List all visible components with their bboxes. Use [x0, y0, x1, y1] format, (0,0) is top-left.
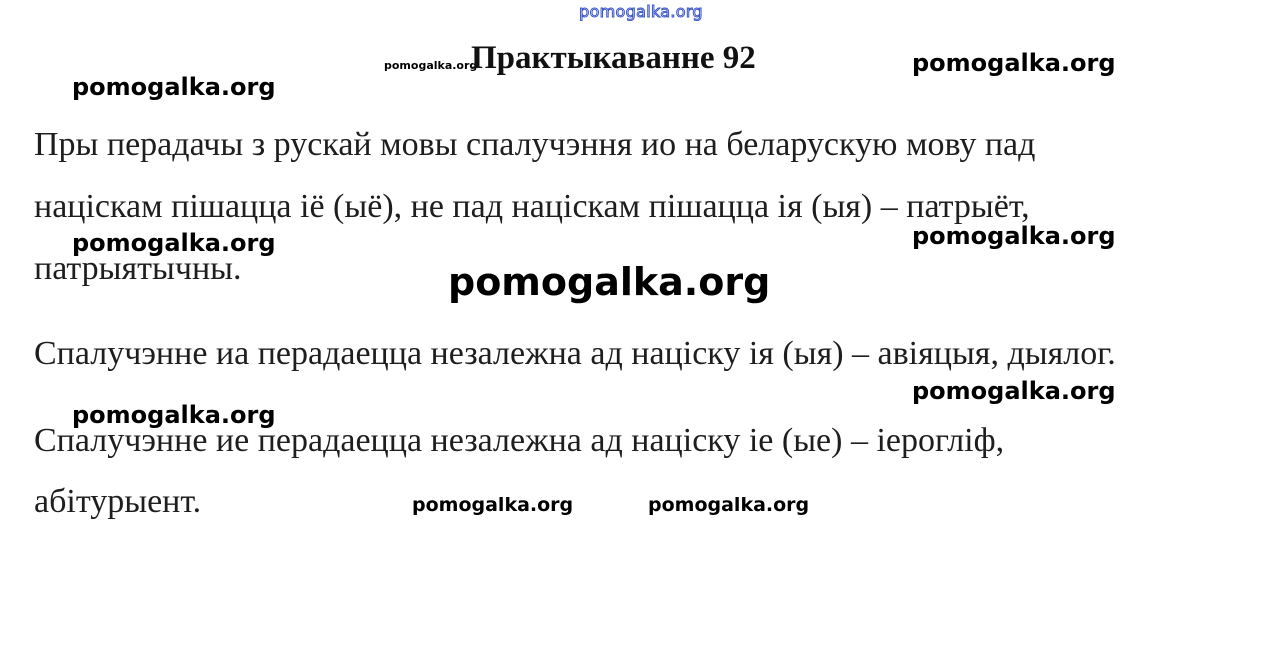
text-line-4: Спалучэнне иа перадаецца незалежна ад націску ія (ыя) – авіяцыя, дыялог.: [34, 335, 1116, 372]
text-line-5: Спалучэнне ие перадаецца незалежна ад націску іе (ые) – іерогліф,: [34, 422, 1005, 459]
text-line-3: патрыятычны.: [34, 250, 242, 287]
text-line-6: абітурыент.: [34, 483, 202, 520]
small-watermark: pomogalka.org: [384, 59, 478, 72]
top-watermark: pomogalka.org: [579, 2, 703, 21]
watermark-left-2: pomogalka.org: [72, 229, 276, 257]
watermark-right-3: pomogalka.org: [912, 377, 1116, 405]
watermark-bottom-2: pomogalka.org: [648, 494, 810, 516]
watermark-right-1: pomogalka.org: [912, 49, 1116, 77]
watermark-bottom-1: pomogalka.org: [412, 494, 574, 516]
text-line-1: Пры перадачы з рускай мовы спалучэння ио на беларускую мову пад: [34, 126, 1036, 163]
text-line-2: націскам пішацца іё (ыё), не пад націскам пішацца ія (ыя) – патрыёт,: [34, 188, 1030, 225]
watermark-left-3: pomogalka.org: [72, 401, 276, 429]
watermark-left-1: pomogalka.org: [72, 73, 276, 101]
watermark-right-2: pomogalka.org: [912, 222, 1116, 250]
page-title: Практыкаванне 92: [471, 40, 756, 76]
watermark-center-big: pomogalka.org: [448, 260, 771, 304]
